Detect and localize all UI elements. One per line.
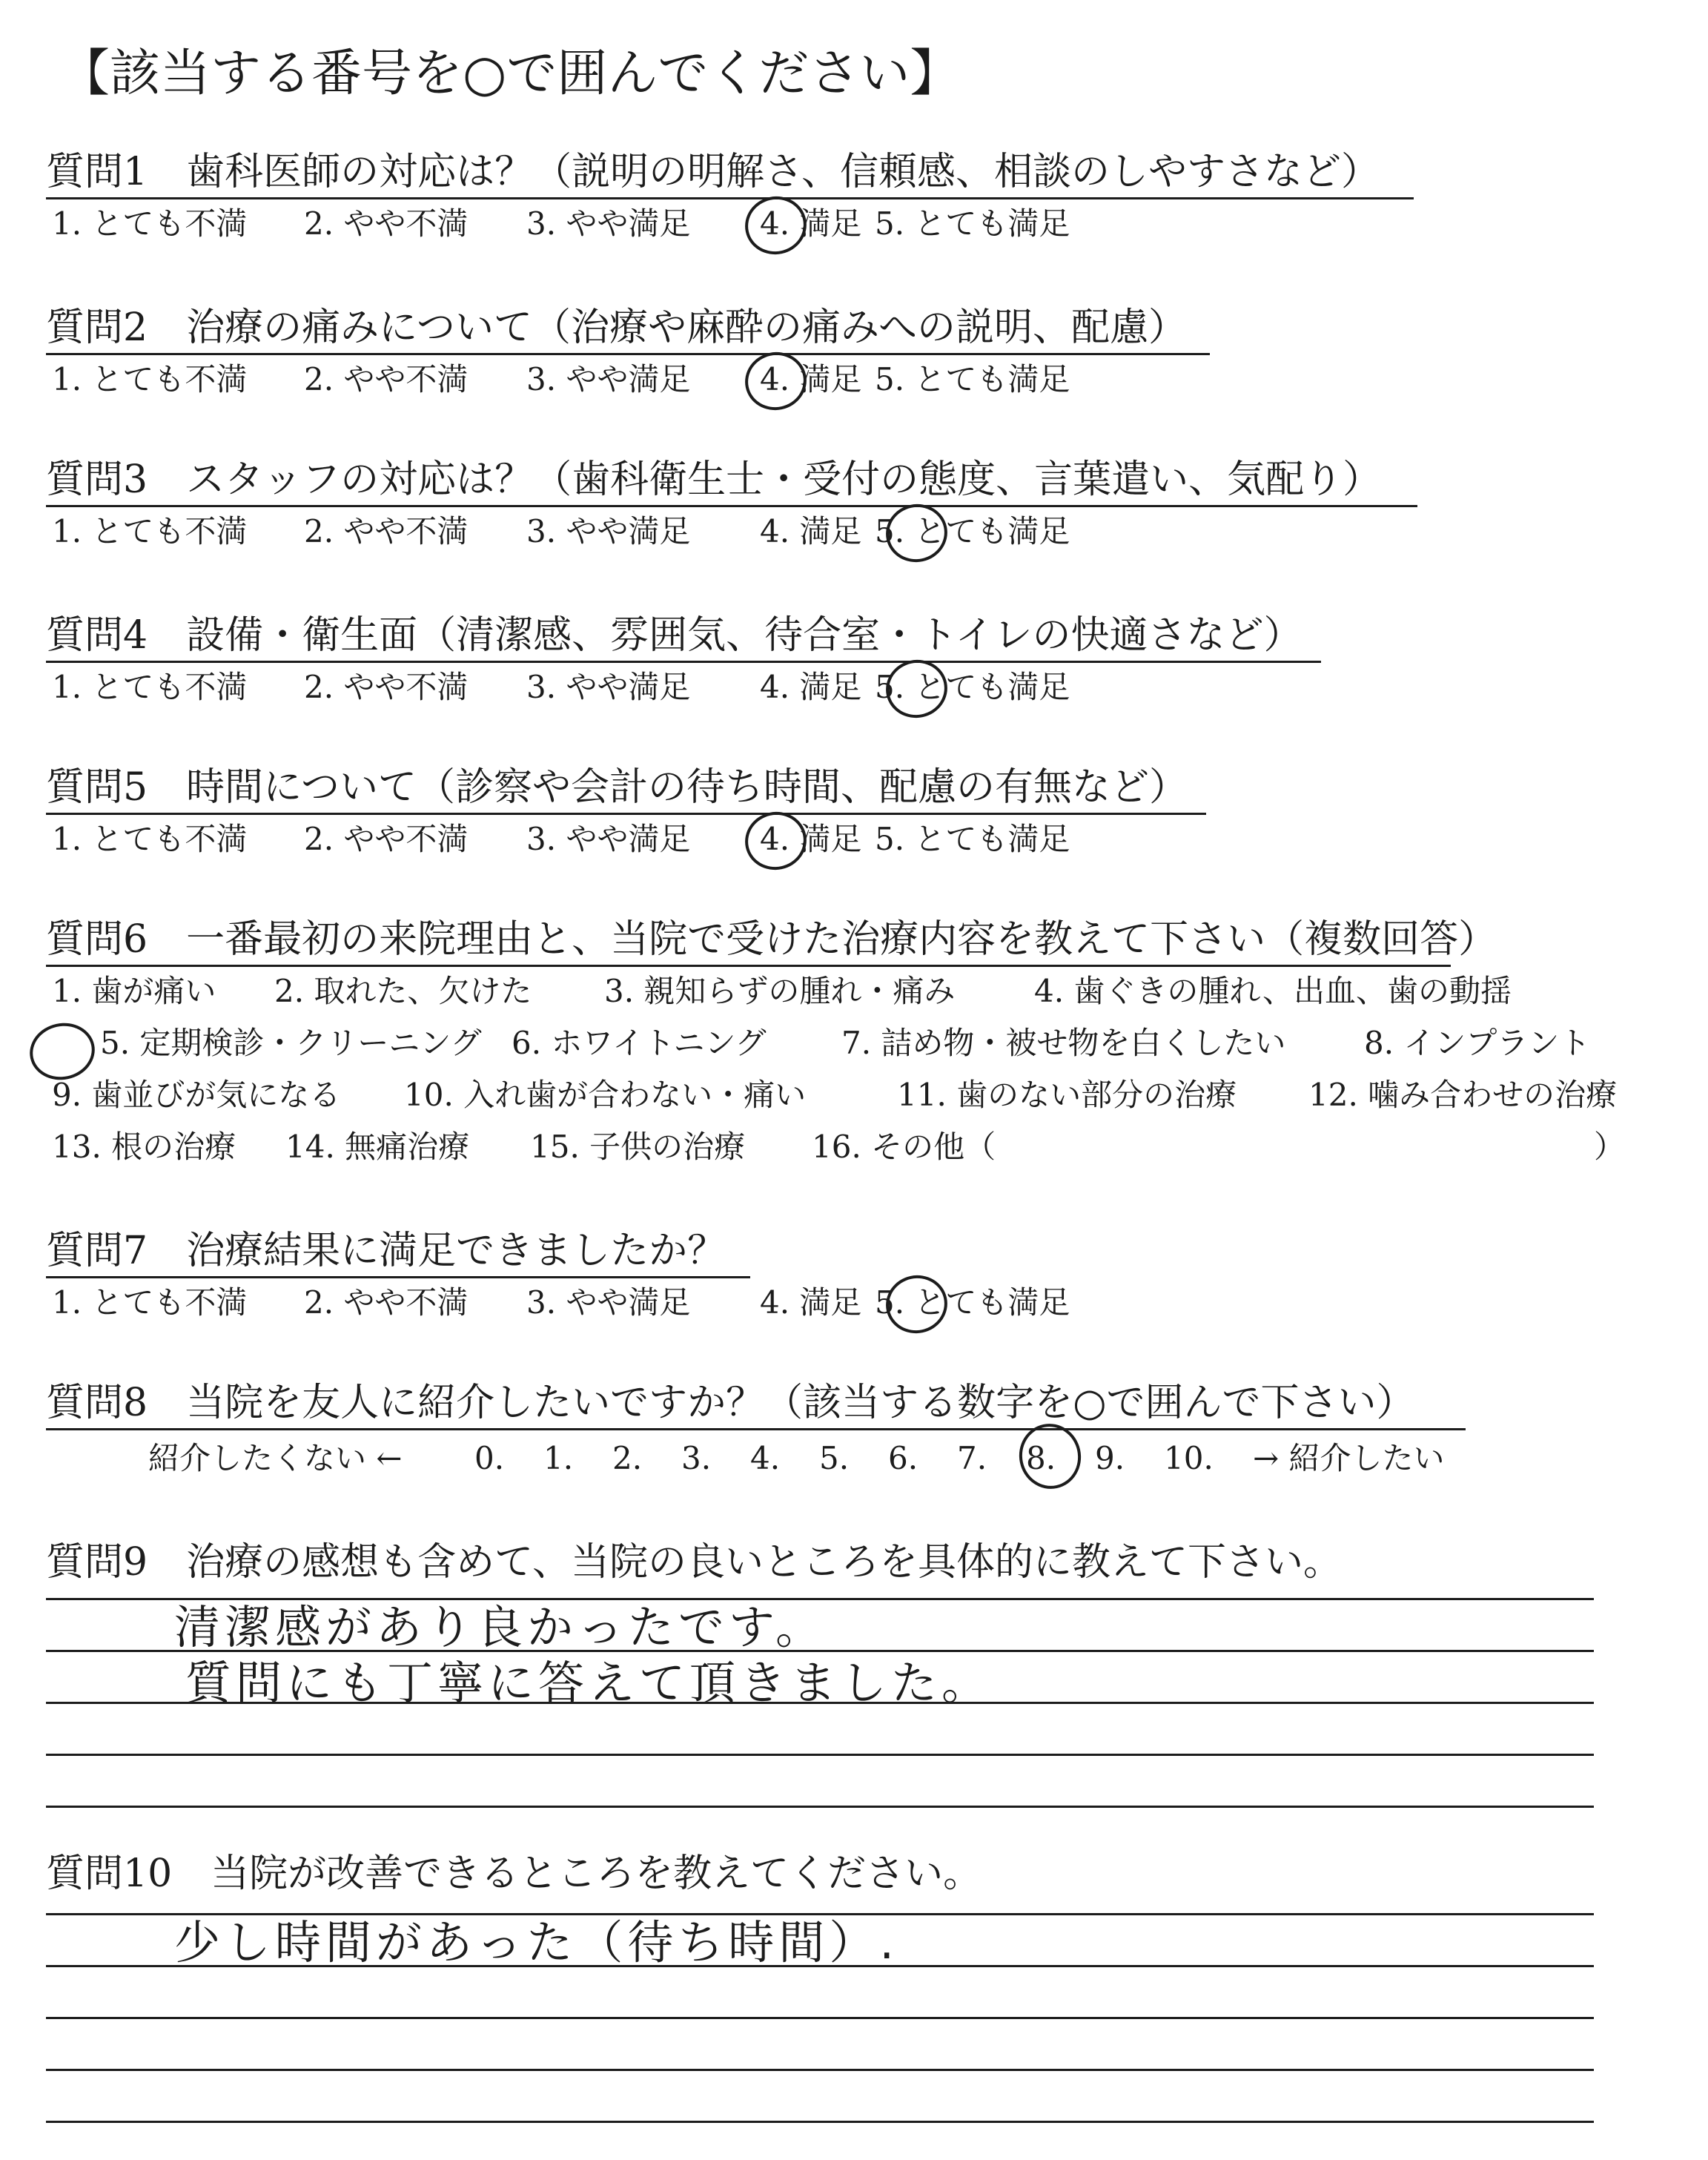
question-1-label: 質問1 歯科医師の対応は？（説明の明解さ、信頼感、相談のしやすさなど） [46,150,1380,194]
question-3-underline [46,505,1417,507]
option-1[interactable]: 1. とても不満 [52,669,248,705]
option-2[interactable]: 2. やや不満 [304,1284,469,1321]
q8-value[interactable]: 2. [612,1440,643,1476]
q6-option[interactable]: 5. 定期検診・クリーニング [100,1025,482,1061]
question-2-options [0,360,1708,404]
option-1[interactable]: 1. とても不満 [52,513,248,549]
q6-option[interactable]: 9. 歯並びが気になる [52,1077,341,1113]
q6-option[interactable]: 15. 子供の治療 [530,1129,746,1165]
q8-value[interactable]: 3. [681,1440,712,1476]
question-3-options [0,512,1708,556]
q10-writing-line [46,2017,1594,2019]
option-5[interactable]: 5. とても満足 [875,205,1070,242]
question-5-underline [46,813,1206,815]
question-6-underline [46,965,1451,967]
q6-option[interactable]: 14. 無痛治療 [285,1129,470,1165]
question-6-label: 質問6 一番最初の来院理由と、当院で受けた治療内容を教えて下さい（複数回答） [46,917,1497,962]
question-1-options [0,204,1708,248]
question-2-label: 質問2 治療の痛みについて（治療や麻酔の痛みへの説明、配慮） [46,305,1188,350]
option-1[interactable]: 1. とても不満 [52,1284,248,1321]
q8-value[interactable]: 5. [819,1440,850,1476]
q6-option[interactable]: 16. その他（ [812,1129,996,1165]
q10-writing-line [46,2069,1594,2071]
q8-left-label: 紹介したくない ← [148,1440,403,1476]
question-4-label: 質問4 設備・衛生面（清潔感、雰囲気、待合室・トイレの快適さなど） [46,613,1302,658]
q6-option[interactable]: 4. 歯ぐきの腫れ、出血、歯の動揺 [1034,973,1512,1009]
q6-option[interactable]: 2. 取れた、欠けた [274,973,532,1009]
question-8-label: 質問8 当院を友人に紹介したいですか？（該当する数字を○で囲んで下さい） [46,1381,1415,1425]
q6-option[interactable]: 8. インプラント [1364,1025,1591,1061]
question-5-options [0,819,1708,864]
question-7-options [0,1283,1708,1327]
option-2[interactable]: 2. やや不満 [304,669,469,705]
q6-option[interactable]: 1. 歯が痛い [52,973,216,1009]
q10-writing-line [46,2121,1594,2123]
selected-circle [881,1269,953,1339]
option-5[interactable]: 5. とても満足 [875,821,1070,857]
q8-value[interactable]: 9. [1095,1440,1125,1476]
question-7-label: 質問7 治療結果に満足できましたか？ [46,1229,726,1273]
q8-right-label: → 紹介したい [1253,1440,1445,1476]
question-4-underline [46,661,1321,663]
question-3-label: 質問3 スタッフの対応は？（歯科衛生士・受付の態度、言葉遣い、気配り） [46,458,1382,502]
selected-circle [740,346,812,416]
option-3[interactable]: 3. やや満足 [526,205,691,242]
option-4[interactable]: 4. 満足 [760,669,862,705]
q6-option[interactable]: 12. 噛み合わせの治療 [1308,1077,1618,1113]
selected-circle [740,806,812,876]
selected-circle [881,498,953,568]
q6-option[interactable]: 11. 歯のない部分の治療 [897,1077,1237,1113]
q6-option[interactable]: 7. 詰め物・被せ物を白くしたい [841,1025,1286,1061]
option-3[interactable]: 3. やや満足 [526,361,691,397]
option-4[interactable]: 4. 満足 [760,205,862,242]
question-7-underline [46,1276,750,1278]
option-5[interactable]: 5. とても満足 [875,1284,1070,1321]
question-5-label: 質問5 時間について（診察や会計の待ち時間、配慮の有無など） [46,765,1188,810]
q9-writing-line [46,1754,1594,1756]
q8-value[interactable]: 10. [1164,1440,1214,1476]
option-2[interactable]: 2. やや不満 [304,821,469,857]
q6-option[interactable]: 13. 根の治療 [52,1129,236,1165]
q9-answer-line[interactable]: 質問にも丁寧に答えて頂きました。 [185,1656,993,1710]
q6-option[interactable]: 10. 入れ歯が合わない・痛い [404,1077,807,1113]
option-3[interactable]: 3. やや満足 [526,669,691,705]
q8-value[interactable]: 6. [888,1440,918,1476]
q8-value[interactable]: 0. [474,1440,505,1476]
question-2-underline [46,353,1210,355]
selected-circle [740,191,812,260]
question-4-options [0,667,1708,712]
q6-other-close: ） [1594,1129,1626,1165]
q9-writing-line [46,1806,1594,1808]
q6-option[interactable]: 6. ホワイトニング [512,1025,767,1061]
option-3[interactable]: 3. やや満足 [526,1284,691,1321]
option-4[interactable]: 4. 満足 [760,361,862,397]
selected-circle [881,654,953,724]
option-5[interactable]: 5. とても満足 [875,361,1070,397]
q8-value[interactable]: 4. [750,1440,781,1476]
q8-value[interactable]: 1. [543,1440,574,1476]
q8-value[interactable]: 7. [957,1440,987,1476]
option-1[interactable]: 1. とても不満 [52,361,248,397]
option-5[interactable]: 5. とても満足 [875,669,1070,705]
option-4[interactable]: 4. 満足 [760,513,862,549]
survey-title: 【該当する番号を○で囲んでください】 [59,44,961,103]
option-2[interactable]: 2. やや不満 [304,361,469,397]
q9-answer-line[interactable]: 清潔感があり良かったです。 [174,1600,827,1654]
question-9-label: 質問9 治療の感想も含めて、当院の良いところを具体的に教えて下さい。 [46,1540,1343,1585]
question-8-underline [46,1428,1466,1430]
q8-value[interactable]: 8. [1026,1440,1056,1476]
question-1-underline [46,197,1414,199]
q10-answer-line[interactable]: 少し時間があった（待ち時間）. [174,1915,899,1969]
option-3[interactable]: 3. やや満足 [526,513,691,549]
question-10-label: 質問10 当院が改善できるところを教えてください。 [46,1852,982,1896]
option-2[interactable]: 2. やや不満 [304,205,469,242]
option-5[interactable]: 5. とても満足 [875,513,1070,549]
option-3[interactable]: 3. やや満足 [526,821,691,857]
option-4[interactable]: 4. 満足 [760,821,862,857]
option-1[interactable]: 1. とても不満 [52,821,248,857]
option-1[interactable]: 1. とても不満 [52,205,248,242]
option-2[interactable]: 2. やや不満 [304,513,469,549]
q6-option[interactable]: 3. 親知らずの腫れ・痛み [604,973,956,1009]
option-4[interactable]: 4. 満足 [760,1284,862,1321]
